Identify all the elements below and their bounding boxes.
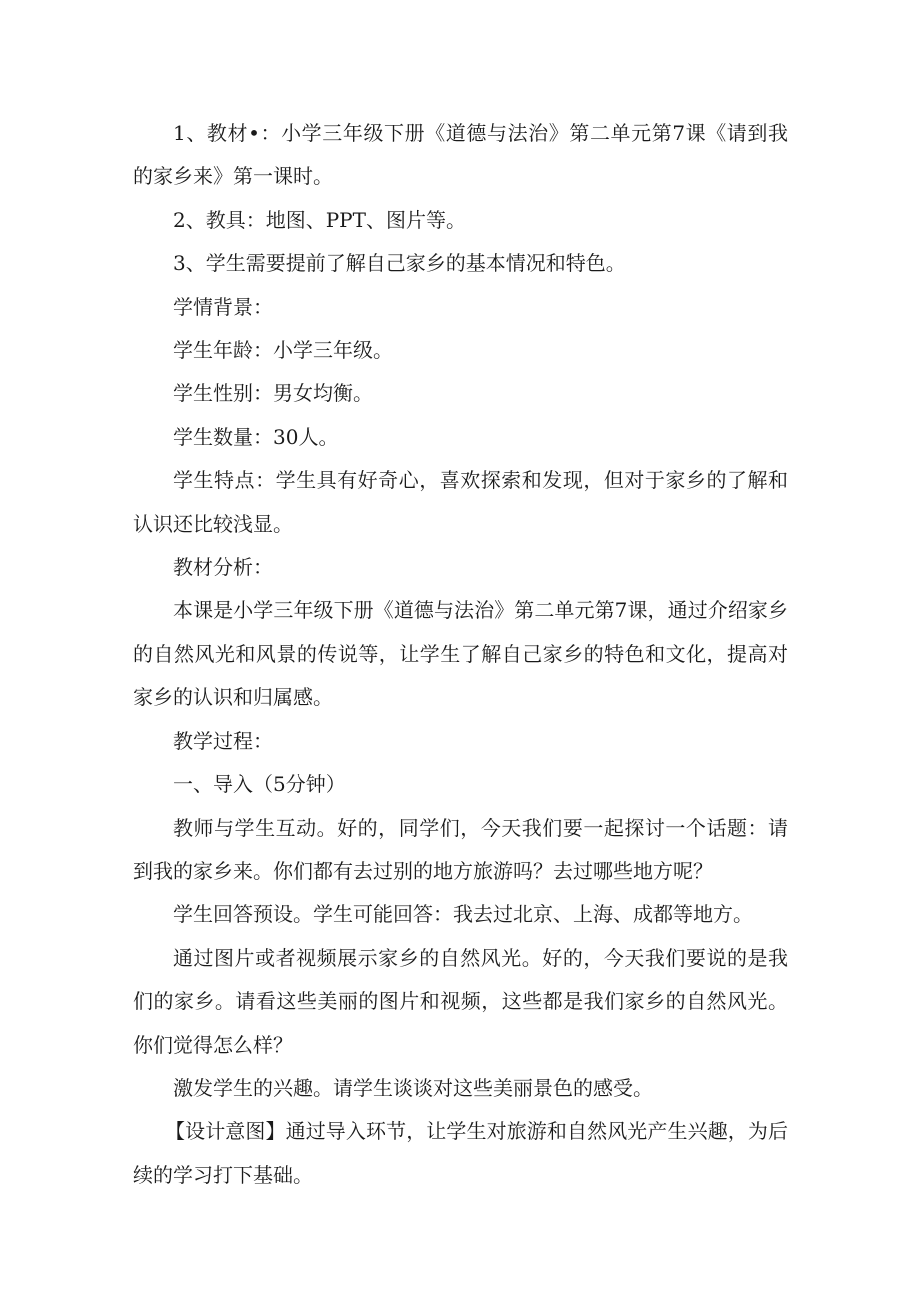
paragraph-student-preparation: 3、学生需要提前了解自己家乡的基本情况和特色。	[173, 251, 626, 276]
heading-introduction-section: 一、导入（5分钟）	[173, 772, 346, 797]
document-body	[133, 112, 788, 1197]
paragraph-student-age: 学生年龄：小学三年级。	[173, 338, 393, 363]
heading-student-background: 学情背景：	[173, 294, 273, 319]
paragraph-design-intent: 【设计意图】通过导入环节，让学生对旅游和自然风光产生兴趣，为后续的学习打下基础。	[133, 1119, 788, 1187]
paragraph-material-analysis: 本课是小学三年级下册《道德与法治》第二单元第7课，通过介绍家乡的自然风光和风景的传说等，让学生了解自己家乡的特色和文化，提高对家乡的认识和归属感。	[133, 598, 788, 710]
paragraph-show-scenery: 通过图片或者视频展示家乡的自然风光。好的，今天我们要说的是我们的家乡。请看这些美丽的图片和视频，这些都是我们家乡的自然风光。你们觉得怎么样？	[133, 945, 788, 1057]
paragraph-stimulate-interest: 激发学生的兴趣。请学生谈谈对这些美丽景色的感受。	[173, 1075, 653, 1100]
paragraph-student-answers: 学生回答预设。学生可能回答：我去过北京、上海、成都等地方。	[173, 902, 753, 927]
paragraph-teacher-interaction: 教师与学生互动。好的，同学们，今天我们要一起探讨一个话题：请到我的家乡来。你们都有去过别的地方旅游吗？去过哪些地方呢？	[133, 815, 788, 883]
heading-teaching-process: 教学过程：	[173, 728, 273, 753]
paragraph-teaching-aids: 2、教具：地图、PPT、图片等。	[173, 207, 466, 232]
paragraph-student-gender: 学生性别：男女均衡。	[173, 381, 373, 406]
paragraph-student-count: 学生数量：30人。	[173, 424, 339, 449]
paragraph-student-traits: 学生特点：学生具有好奇心，喜欢探索和发现，但对于家乡的了解和认识还比较浅显。	[133, 468, 788, 536]
paragraph-teaching-material: 1、教材•：小学三年级下册《道德与法治》第二单元第7课《请到我的家乡来》第一课时。	[133, 121, 788, 189]
heading-material-analysis: 教材分析：	[173, 555, 273, 580]
